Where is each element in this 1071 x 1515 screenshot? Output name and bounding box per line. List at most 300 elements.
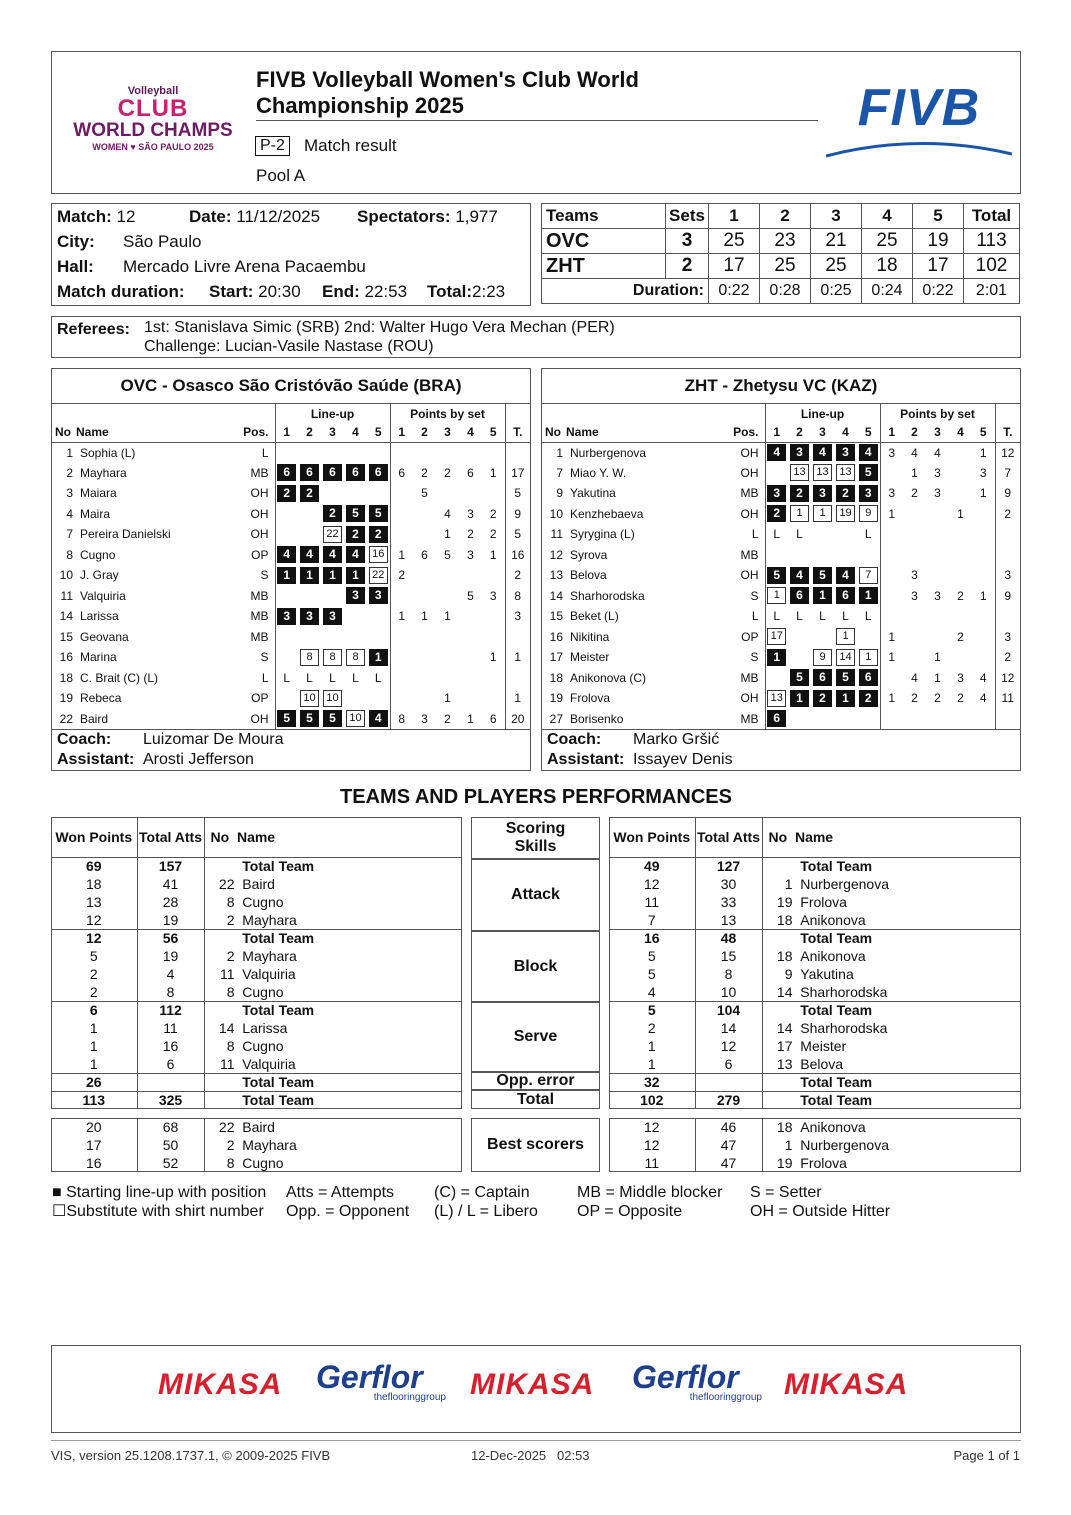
player-position: OH — [225, 709, 275, 730]
set-points: 5 — [467, 588, 474, 603]
player-position: OP — [225, 688, 275, 709]
player-name: Sharhorodska — [570, 588, 645, 603]
substitute-shirt: 1 — [767, 587, 786, 604]
set-points — [482, 565, 505, 586]
starting-position: 3 — [790, 444, 809, 461]
sponsor-logo-mikasa: MIKASA — [470, 1368, 595, 1401]
set-points — [880, 565, 903, 586]
skills-header: Scoring Skills — [471, 817, 600, 859]
player-row — [52, 606, 530, 627]
spectators: 1,977 — [455, 207, 498, 226]
set-points — [903, 627, 926, 648]
set-points — [459, 668, 482, 689]
substitute-shirt: 13 — [767, 690, 786, 707]
set-points: 2 — [421, 465, 428, 480]
substitute-shirt: 14 — [836, 649, 855, 666]
set-points — [903, 504, 926, 525]
footer-version: VIS, version 25.1208.1737.1, © 2009-2025 FIVB — [51, 1448, 331, 1463]
player-name: Beket (L) — [570, 609, 619, 624]
player-row — [542, 565, 1020, 586]
player-name: Mayhara — [80, 465, 127, 480]
player-position: OH — [225, 483, 275, 504]
starting-position: 4 — [767, 444, 786, 461]
player-name: C. Brait (C) (L) — [80, 670, 158, 685]
set-points — [972, 524, 995, 545]
set-points — [880, 545, 903, 566]
hall: Mercado Livre Arena Pacaembu — [123, 257, 366, 276]
set-points: 4 — [444, 506, 451, 521]
set-points — [972, 504, 995, 525]
set-points — [436, 483, 459, 504]
set-points: 2 — [398, 568, 406, 583]
best-scorer-row: 12 47 1 Nurbergenova — [609, 1136, 1021, 1154]
player-name: Nurbergenova — [570, 445, 647, 460]
player-total: 9 — [995, 586, 1020, 607]
starting-position: 4 — [300, 546, 319, 563]
assistant-coach: Assistant: Arosti Jefferson — [57, 751, 254, 768]
set-points: 2 — [489, 527, 497, 542]
player-total: 12 — [995, 668, 1020, 689]
player-row — [52, 545, 530, 566]
total-time: 2:23 — [472, 282, 506, 301]
set-points — [482, 483, 505, 504]
page-title: FIVB Volleyball Women's Club World Championship 2025 — [256, 67, 639, 118]
player-row — [542, 586, 1020, 607]
player-number: 16 — [549, 629, 563, 644]
footer-timestamp: 12-Dec-2025 02:53 — [471, 1448, 590, 1463]
perf-row: 6 112 Total Team — [51, 1001, 462, 1019]
team-title: OVC - Osasco São Cristóvão Saúde (BRA) — [52, 369, 530, 404]
player-name: Valquiria — [80, 588, 126, 603]
set-points: 2 — [957, 629, 964, 644]
player-number: 10 — [549, 506, 563, 521]
player-position: MB — [708, 668, 765, 689]
perf-row: 26 Total Team — [51, 1073, 462, 1091]
starting-position: 2 — [859, 690, 878, 707]
player-name: J. Gray — [80, 568, 119, 583]
player-number: 19 — [59, 691, 73, 706]
match-number: 12 — [116, 207, 136, 226]
starting-position: 2 — [300, 485, 319, 502]
player-position: L — [708, 606, 765, 627]
player-row — [52, 504, 530, 525]
perf-row: 2 14 14 Sharhorodska — [609, 1019, 1021, 1037]
starting-position: 5 — [277, 710, 296, 727]
set-points: 8 — [398, 711, 406, 726]
footer-rule — [51, 1440, 1021, 1441]
substitute-shirt: 13 — [836, 464, 855, 481]
player-position: L — [225, 668, 275, 689]
player-total: 5 — [505, 524, 530, 545]
substitute-shirt: 10 — [323, 690, 342, 707]
substitute-shirt: 22 — [323, 526, 342, 543]
perf-row: 13 28 8 Cugno — [51, 893, 462, 911]
set-points — [413, 442, 436, 463]
starting-position: 3 — [813, 485, 832, 502]
player-name: Cugno — [80, 547, 116, 562]
duration-row: Duration: 0:22 0:28 0:25 0:24 0:22 2:01 — [542, 279, 1020, 304]
perf-row: 113 325 Total Team — [51, 1091, 462, 1109]
set-points — [880, 524, 903, 545]
starting-position: 4 — [323, 546, 342, 563]
player-number: 10 — [59, 568, 73, 583]
set-points — [972, 627, 995, 648]
document-code: P-2 — [255, 136, 290, 156]
set-points — [949, 524, 972, 545]
set-points — [413, 586, 436, 607]
substitute-shirt: 10 — [346, 710, 365, 727]
substitute-shirt: 9 — [813, 649, 832, 666]
skill-attack: Attack — [471, 859, 600, 931]
set-points: 1 — [444, 691, 451, 706]
set-points: 3 — [467, 506, 474, 521]
player-name: Baird — [80, 711, 109, 726]
player-total: 3 — [995, 627, 1020, 648]
set-points: 3 — [934, 486, 941, 501]
starting-position: 1 — [300, 567, 319, 584]
player-number: 11 — [60, 588, 73, 603]
team-roster-zht — [541, 368, 1021, 771]
starting-position: 4 — [859, 444, 878, 461]
player-row — [52, 709, 530, 730]
sponsor-logo-gerflor: Gerflor theflooringgroup — [316, 1359, 446, 1403]
set-points — [972, 606, 995, 627]
starting-position: 2 — [813, 690, 832, 707]
set-points — [880, 463, 903, 484]
player-total: 9 — [995, 483, 1020, 504]
perf-row: 5 15 18 Anikonova — [609, 947, 1021, 965]
player-total — [995, 545, 1020, 566]
starting-position: 5 — [813, 567, 832, 584]
set-points — [880, 668, 903, 689]
player-number: 17 — [549, 650, 563, 665]
starting-position: 4 — [369, 710, 388, 727]
libero-mark: L — [306, 670, 313, 685]
set-points — [949, 545, 972, 566]
performance-title: TEAMS AND PLAYERS PERFORMANCES — [340, 786, 732, 808]
set-points: 3 — [911, 588, 918, 603]
libero-mark: L — [864, 609, 872, 624]
set-points: 1 — [888, 629, 896, 644]
set-points: 1 — [888, 506, 896, 521]
skill-best-scorers: Best scorers — [471, 1118, 600, 1172]
substitute-shirt: 7 — [859, 567, 878, 584]
roster-table: Line-up Points by set No Name Pos. 1 2 3 4 5 1 2 3 4 5 T. 1 Sophia (L) L 2 Mayhara MB 6 6 6 6 6 6 2 2 6 1 17 3 Maiara OH 2 2 5 5 4 Maira OH 2 5 5 4 3 2 9 7 Pereira Danielski OH 22 2 2 1 2 2 5 8 Cugno OP 4 4 4 4 16 1 6 5 3 1 16 10 J. Gray S 1 1 1 1 22 2 2 11 Valquiria MB 3 3 5 3 8 14 Larissa MB 3 3 3 1 1 1 3 15 Geovana MB 16 Marina S 8 8 8 1 1 1 18 C. Brait (C) (L) L L L L L L 19 Rebeca OP 10 10 1 1 22 Baird OH 5 5 5 10 4 8 3 2 1 6 20 — [52, 404, 530, 729]
player-total: 17 — [505, 463, 530, 484]
player-number: 15 — [59, 629, 73, 644]
set-points: 1 — [957, 506, 964, 521]
set-points — [926, 524, 949, 545]
set-points — [459, 483, 482, 504]
substitute-shirt: 17 — [767, 628, 786, 645]
starting-position: 5 — [767, 567, 786, 584]
best-scorer-row: 20 68 22 Baird — [51, 1118, 462, 1136]
perf-row: 16 48 Total Team — [609, 929, 1021, 947]
player-total — [505, 668, 530, 689]
set-points — [459, 627, 482, 648]
set-points — [390, 504, 413, 525]
set-points — [972, 709, 995, 730]
set-points: 2 — [489, 506, 497, 521]
player-position: L — [225, 442, 275, 463]
perf-row: 1 12 17 Meister — [609, 1037, 1021, 1055]
player-number: 12 — [549, 547, 563, 562]
substitute-shirt: 19 — [836, 505, 855, 522]
substitute-shirt: 1 — [836, 628, 855, 645]
libero-mark: L — [864, 527, 872, 542]
player-row — [542, 668, 1020, 689]
set-points — [436, 627, 459, 648]
starting-position: 5 — [300, 710, 319, 727]
set-points — [413, 627, 436, 648]
set-points — [459, 688, 482, 709]
player-total: 2 — [505, 565, 530, 586]
set-points: 5 — [421, 486, 428, 501]
player-position: MB — [708, 709, 765, 730]
perf-row: 1 6 13 Belova — [609, 1055, 1021, 1073]
starting-position: 1 — [790, 690, 809, 707]
player-total: 12 — [995, 442, 1020, 463]
player-position: MB — [225, 463, 275, 484]
substitute-shirt: 10 — [300, 690, 319, 707]
perf-row: 69 157 Total Team — [51, 857, 462, 875]
player-row — [52, 586, 530, 607]
starting-position: 1 — [813, 587, 832, 604]
player-name: Geovana — [80, 629, 129, 644]
starting-position: 3 — [300, 608, 319, 625]
score-row-ovc: OVC 3 25 23 21 25 19 113 — [542, 229, 1020, 254]
set-points — [903, 606, 926, 627]
score-table: Teams Sets 1 2 3 4 5 Total OVC 3 25 23 21 25 19 113 ZHT 2 17 25 25 18 17 102 Duration: 0:22 0:28 0:25 0:24 0:22 2:01 — [541, 203, 1020, 304]
best-scorers-right — [609, 1118, 1021, 1172]
player-number: 1 — [556, 445, 563, 460]
set-points — [926, 545, 949, 566]
player-number: 7 — [556, 465, 563, 480]
libero-mark: L — [842, 609, 849, 624]
libero-mark: L — [796, 527, 803, 542]
starting-position: 4 — [346, 546, 365, 563]
set-points: 1 — [979, 486, 987, 501]
starting-position: 1 — [277, 567, 296, 584]
player-total: 11 — [995, 688, 1020, 709]
player-position: S — [708, 586, 765, 607]
player-total — [995, 709, 1020, 730]
set-points: 1 — [934, 650, 941, 665]
set-points: 1 — [489, 547, 497, 562]
set-points: 1 — [911, 465, 918, 480]
player-position: OP — [708, 627, 765, 648]
starting-position: 3 — [277, 608, 296, 625]
player-number: 13 — [549, 568, 563, 583]
set-points: 1 — [444, 527, 451, 542]
substitute-shirt: 13 — [790, 464, 809, 481]
player-name: Maiara — [80, 486, 117, 501]
player-name: Pereira Danielski — [80, 527, 171, 542]
player-total: 3 — [505, 606, 530, 627]
set-points — [436, 586, 459, 607]
set-points — [926, 504, 949, 525]
player-row — [542, 524, 1020, 545]
perf-row: 49 127 Total Team — [609, 857, 1021, 875]
player-row — [52, 627, 530, 648]
starting-position: 3 — [369, 587, 388, 604]
libero-mark: L — [352, 670, 359, 685]
set-points: 3 — [911, 568, 918, 583]
player-position: S — [225, 565, 275, 586]
set-points: 4 — [911, 670, 918, 685]
perf-row: 1 11 14 Larissa — [51, 1019, 462, 1037]
player-total — [995, 606, 1020, 627]
perf-row: 12 30 1 Nurbergenova — [609, 875, 1021, 893]
set-points: 3 — [888, 445, 896, 460]
player-row — [542, 627, 1020, 648]
starting-position: 2 — [836, 485, 855, 502]
starting-position: 2 — [790, 485, 809, 502]
player-number: 4 — [66, 506, 73, 521]
set-points — [482, 668, 505, 689]
best-scorer-row: 17 50 2 Mayhara — [51, 1136, 462, 1154]
player-position: MB — [708, 483, 765, 504]
set-points: 4 — [934, 445, 941, 460]
player-total: 8 — [505, 586, 530, 607]
starting-position: 5 — [790, 669, 809, 686]
perf-row: 2 4 11 Valquiria — [51, 965, 462, 983]
starting-position: 2 — [346, 526, 365, 543]
starting-position: 5 — [859, 464, 878, 481]
set-points: 3 — [957, 670, 964, 685]
player-name: Borisenko — [570, 711, 624, 726]
set-points: 2 — [444, 711, 451, 726]
starting-position: 4 — [813, 444, 832, 461]
player-number: 18 — [59, 670, 73, 685]
best-scorers-left — [51, 1118, 462, 1172]
set-points: 2 — [957, 691, 964, 706]
player-position: OH — [708, 504, 765, 525]
starting-position: 2 — [767, 505, 786, 522]
starting-position: 6 — [346, 464, 365, 481]
set-points: 4 — [979, 691, 987, 706]
set-points — [390, 627, 413, 648]
perf-row: 4 10 14 Sharhorodska — [609, 983, 1021, 1001]
skill-serve: Serve — [471, 1002, 600, 1072]
player-total — [505, 627, 530, 648]
set-points — [413, 504, 436, 525]
starting-position: 6 — [790, 587, 809, 604]
perf-row: 1 16 8 Cugno — [51, 1037, 462, 1055]
set-points — [903, 524, 926, 545]
starting-position: 1 — [767, 649, 786, 666]
set-points — [949, 463, 972, 484]
set-points — [390, 442, 413, 463]
perf-row: 12 56 Total Team — [51, 929, 462, 947]
set-points — [413, 647, 436, 668]
player-position: OH — [708, 442, 765, 463]
set-points — [949, 606, 972, 627]
player-position: L — [708, 524, 765, 545]
player-row — [52, 463, 530, 484]
roster-table: Line-up Points by set No Name Pos. 1 2 3 4 5 1 2 3 4 5 T. 1 Nurbergenova OH 4 3 4 3 4 3 4 4 1 12 7 Miao Y. W. OH 13 13 13 5 1 3 3 7 9 Yakutina MB 3 2 3 2 3 3 2 3 1 9 10 Kenzhebaeva OH 2 1 1 19 9 1 1 2 11 Syrygina (L) L L L L 12 Syrova MB 13 Belova OH 5 4 5 4 7 3 3 14 Sharhorodska S 1 6 1 6 1 3 3 2 1 9 15 Beket (L) L L L L L L 16 Nikitina OP 17 1 1 2 3 17 Meister S 1 9 14 1 1 1 2 18 Anikonova (C) MB 5 6 5 6 4 1 3 4 12 19 Frolova OH 13 1 2 1 2 1 2 2 2 4 11 27 Borisenko MB 6 — [542, 404, 1020, 729]
best-scorer-row: 11 47 19 Frolova — [609, 1154, 1021, 1172]
perf-row: 32 Total Team — [609, 1073, 1021, 1091]
substitute-shirt: 8 — [323, 649, 342, 666]
player-row — [52, 442, 530, 463]
set-points — [482, 606, 505, 627]
set-points: 1 — [489, 650, 497, 665]
team-roster-ovc — [51, 368, 531, 771]
set-points: 3 — [934, 465, 941, 480]
set-points: 2 — [444, 465, 451, 480]
player-number: 19 — [549, 691, 563, 706]
pool-label: Pool A — [256, 166, 306, 185]
set-points — [949, 565, 972, 586]
match-date: 11/12/2025 — [236, 207, 321, 226]
starting-position: 4 — [790, 567, 809, 584]
footer-page: Page 1 of 1 — [953, 1448, 1020, 1463]
player-position: OH — [708, 565, 765, 586]
player-row — [542, 688, 1020, 709]
document-type: Match result — [304, 136, 397, 155]
best-scorer-row: 16 52 8 Cugno — [51, 1154, 462, 1172]
set-points: 2 — [934, 691, 941, 706]
perf-row: 1 6 11 Valquiria — [51, 1055, 462, 1073]
starting-position: 6 — [859, 669, 878, 686]
set-points: 5 — [444, 547, 451, 562]
player-number: 9 — [556, 486, 563, 501]
set-points — [880, 606, 903, 627]
starting-position: 5 — [836, 669, 855, 686]
player-name: Anikonova (C) — [570, 670, 647, 685]
libero-mark: L — [819, 609, 826, 624]
sponsor-logo-gerflor: Gerflor theflooringgroup — [632, 1359, 762, 1403]
perf-row: 18 41 22 Baird — [51, 875, 462, 893]
player-name: Sophia (L) — [80, 445, 136, 460]
player-position: OH — [225, 504, 275, 525]
player-number: 22 — [59, 711, 73, 726]
player-row — [542, 463, 1020, 484]
player-row — [542, 709, 1020, 730]
set-points — [436, 442, 459, 463]
set-points — [903, 545, 926, 566]
player-position: MB — [225, 627, 275, 648]
starting-position: 5 — [323, 710, 342, 727]
set-points: 6 — [421, 547, 428, 562]
set-points: 4 — [911, 445, 918, 460]
player-total: 1 — [505, 647, 530, 668]
player-position: OP — [225, 545, 275, 566]
set-points: 1 — [489, 465, 497, 480]
set-points — [390, 688, 413, 709]
set-points — [926, 565, 949, 586]
team-title: ZHT - Zhetysu VC (KAZ) — [542, 369, 1020, 404]
set-points — [482, 627, 505, 648]
set-points: 1 — [934, 670, 941, 685]
set-points: 1 — [398, 609, 406, 624]
set-points — [436, 668, 459, 689]
player-number: 15 — [549, 609, 563, 624]
set-points: 3 — [421, 711, 428, 726]
starting-position: 6 — [277, 464, 296, 481]
perf-row: 2 8 8 Cugno — [51, 983, 462, 1001]
set-points: 1 — [888, 650, 896, 665]
perf-row: 5 104 Total Team — [609, 1001, 1021, 1019]
set-points — [972, 647, 995, 668]
substitute-shirt: 8 — [300, 649, 319, 666]
perf-left-table: Won Points Total Atts No Name 69 157 Total Team 18 41 22 Baird 13 28 8 Cugno 12 19 2 Mayhara 12 56 Total Team 5 19 2 Mayhara 2 4 11 Valquiria 2 8 8 Cugno 6 112 Total Team 1 11 14 Larissa 1 16 8 Cugno 1 6 11 Valquiria 26 Total Team 113 325 Total Team — [51, 817, 462, 1109]
starting-position: 3 — [346, 587, 365, 604]
set-points — [459, 565, 482, 586]
starting-position: 6 — [300, 464, 319, 481]
set-points: 6 — [467, 465, 474, 480]
